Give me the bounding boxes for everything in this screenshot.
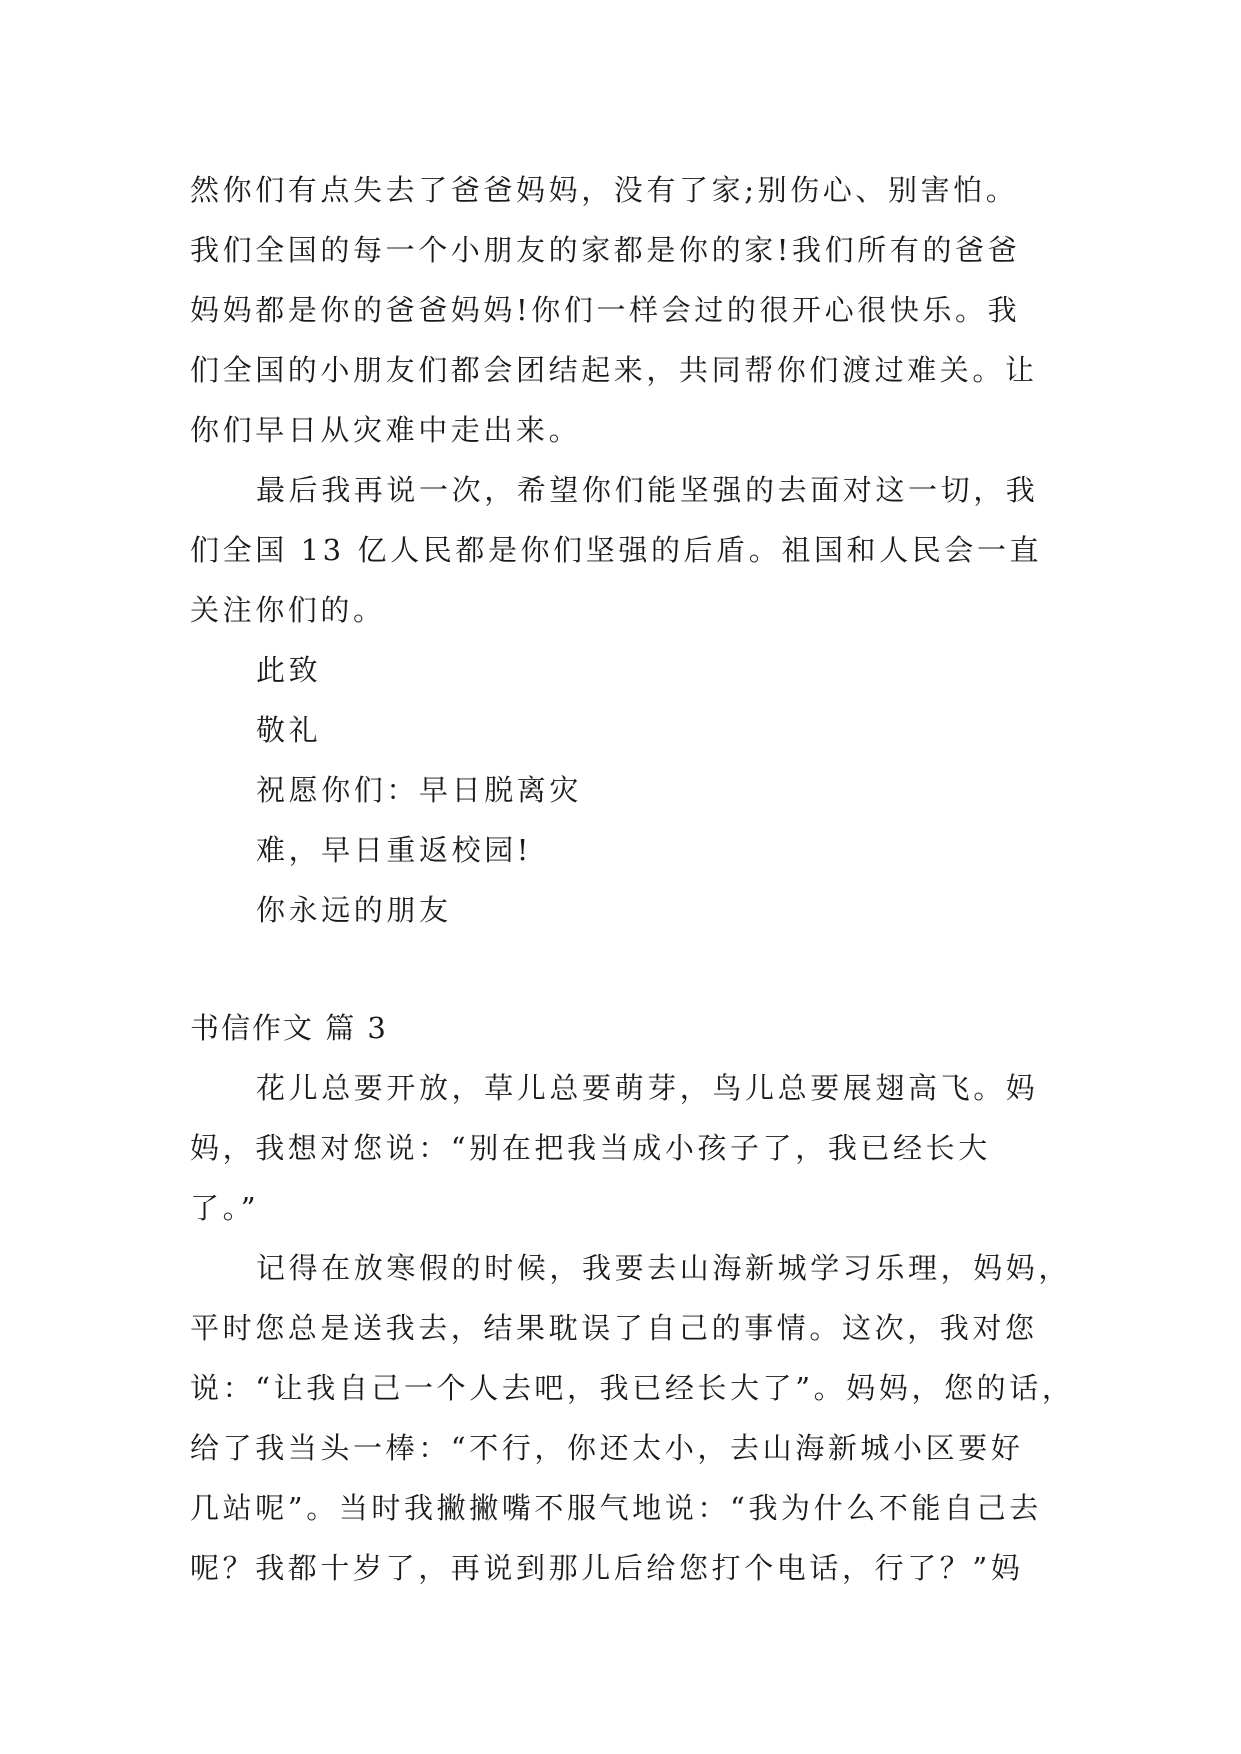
paragraph xyxy=(190,1238,1075,1598)
text-line: 了。” xyxy=(190,1191,260,1225)
text-line: 然你们有点失去了爸爸妈妈，没有了家;别伤心、别害怕。 xyxy=(190,173,1019,207)
text-line: 几站呢”。当时我撇撇嘴不服气地说：“我为什么不能自己去 xyxy=(190,1491,1042,1525)
text-line: 记得在放寒假的时候，我要去山海新城学习乐理，妈妈， xyxy=(256,1251,1072,1285)
text-line: 你们早日从灾难中走出来。 xyxy=(190,413,582,447)
section-heading: 书信作文 篇 3 xyxy=(190,1011,388,1045)
letter-closing xyxy=(190,640,1058,940)
text-line: 平时您总是送我去，结果耽误了自己的事情。这次，我对您 xyxy=(190,1311,1038,1345)
text-line: 关注你们的。 xyxy=(190,593,386,627)
text-line: 们全国的小朋友们都会团结起来，共同帮你们渡过难关。让 xyxy=(190,353,1038,387)
document-page xyxy=(190,160,1075,1598)
closing-line: 难，早日重返校园! xyxy=(256,833,533,867)
text-line: 们全国 13 亿人民都是你们坚强的后盾。祖国和人民会一直 xyxy=(190,533,1043,567)
text-line: 说：“让我自己一个人去吧，我已经长大了”。妈妈，您的话， xyxy=(190,1371,1075,1405)
text-line: 花儿总要开放，草儿总要萌芽，鸟儿总要展翅高飞。妈 xyxy=(256,1071,1039,1105)
text-line: 最后我再说一次，希望你们能坚强的去面对这一切，我 xyxy=(256,473,1039,507)
paragraph xyxy=(190,160,1058,460)
paragraph xyxy=(190,460,1058,640)
text-line: 妈，我想对您说：“别在把我当成小孩子了，我已经长大 xyxy=(190,1131,991,1165)
section-spacer xyxy=(190,940,1058,998)
text-line: 呢？我都十岁了，再说到那儿后给您打个电话，行了？”妈 xyxy=(190,1551,1024,1585)
text-line: 给了我当头一棒：“不行，你还太小，去山海新城小区要好 xyxy=(190,1431,1024,1465)
text-line: 我们全国的每一个小朋友的家都是你的家!我们所有的爸爸 xyxy=(190,233,1021,267)
closing-line: 此致 xyxy=(256,653,322,687)
text-line: 妈妈都是你的爸爸妈妈!你们一样会过的很开心很快乐。我 xyxy=(190,293,1021,327)
closing-line: 敬礼 xyxy=(256,713,322,747)
paragraph xyxy=(190,1058,1058,1238)
closing-line: 祝愿你们：早日脱离灾 xyxy=(256,773,583,807)
closing-line: 你永远的朋友 xyxy=(256,893,452,927)
